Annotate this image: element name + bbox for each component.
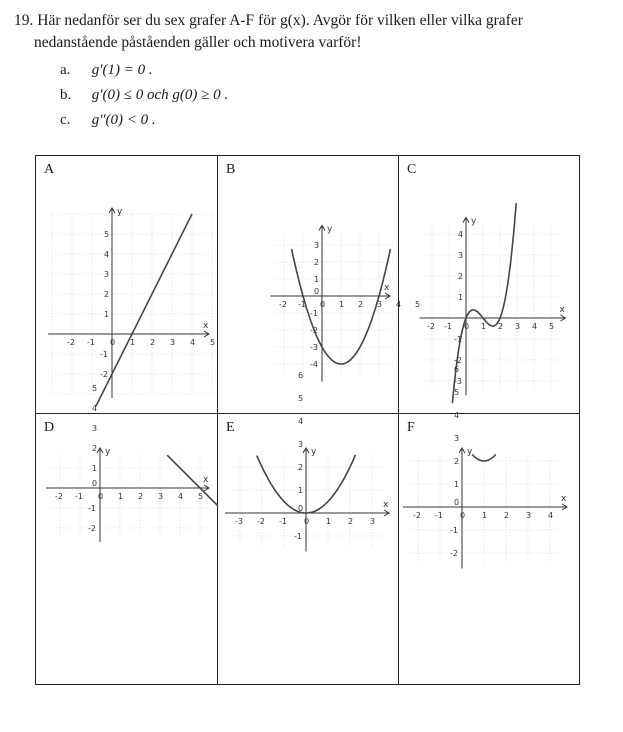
y-tick-label: 4 (458, 230, 464, 239)
y-tick-label: 1 (298, 486, 304, 495)
x-tick-label: -2 (55, 492, 63, 501)
x-tick-label: -1 (87, 338, 95, 347)
function-curve (96, 214, 192, 406)
x-tick-label: 4 (178, 492, 184, 501)
y-tick-label: 2 (458, 272, 464, 281)
graph-B-svg (218, 156, 421, 413)
x-tick-label: 5 (198, 492, 204, 501)
x-tick-label: -1 (75, 492, 83, 501)
y-tick-label: 4 (104, 250, 110, 259)
x-tick-label: 3 (170, 338, 176, 347)
y-tick-label: 5 (92, 384, 98, 393)
x-tick-label: 3 (158, 492, 164, 501)
item-c-text: g″(0) < 0 . (91, 112, 156, 128)
y-tick-label: -1 (88, 504, 96, 513)
y-tick-label: 2 (314, 258, 320, 267)
x-tick-label: -2 (279, 300, 287, 309)
y-tick-label: 4 (298, 417, 304, 426)
x-tick-label: 2 (138, 492, 144, 501)
x-axis-label: x (203, 475, 209, 485)
item-c-label: c. (60, 112, 71, 128)
item-a (60, 62, 153, 79)
graph-E (218, 371, 398, 684)
x-tick-label: 2 (504, 511, 510, 520)
grid-lines (424, 224, 560, 392)
y-tick-label: -1 (450, 526, 458, 535)
x-tick-label: 1 (482, 511, 488, 520)
y-tick-label: 5 (298, 394, 304, 403)
x-tick-label: 0 (98, 492, 104, 501)
y-tick-label: -1 (100, 350, 108, 359)
y-tick-label: 3 (298, 440, 304, 449)
y-tick-label: 1 (454, 480, 460, 489)
y-tick-label: 1 (458, 293, 464, 302)
y-tick-label: 2 (298, 463, 304, 472)
graph-B-label: B (226, 162, 236, 177)
x-tick-label: 1 (118, 492, 124, 501)
y-tick-label: 3 (458, 251, 464, 260)
y-tick-label: 4 (92, 404, 98, 413)
x-tick-label: 4 (532, 322, 538, 331)
y-axis-label: y (105, 447, 111, 457)
grid-lines (50, 454, 210, 538)
x-tick-label: 0 (320, 300, 326, 309)
item-b-label: b. (60, 87, 72, 103)
y-tick-label: -1 (294, 532, 302, 541)
x-tick-label: -1 (279, 517, 287, 526)
graph-grid (35, 155, 580, 685)
x-tick-label: 2 (358, 300, 364, 309)
question-text (14, 10, 614, 54)
graph-D-svg (36, 384, 217, 684)
graph-D (36, 384, 217, 684)
x-tick-label: 5 (549, 322, 555, 331)
x-tick-label: -1 (435, 511, 443, 520)
graph-E-label: E (226, 420, 235, 435)
x-axis-label: x (383, 500, 389, 510)
x-tick-label: -2 (257, 517, 265, 526)
graph-D-label: D (44, 420, 55, 435)
y-axis-label: y (117, 207, 123, 217)
x-tick-label: 1 (130, 338, 136, 347)
y-tick-label: 4 (454, 411, 460, 420)
y-tick-label: 6 (298, 371, 304, 380)
x-tick-label: 2 (348, 517, 354, 526)
x-tick-label: 3 (370, 517, 376, 526)
y-tick-label: -3 (310, 343, 318, 352)
y-tick-label: 6 (454, 365, 460, 374)
y-tick-label: -3 (454, 377, 462, 386)
y-axis-label: y (467, 447, 473, 457)
y-tick-label: -2 (100, 370, 108, 379)
graph-C (399, 156, 579, 413)
grid-lines (407, 454, 561, 565)
x-tick-label: 2 (498, 322, 504, 331)
y-axis-label: y (471, 216, 477, 227)
y-tick-label: 1 (92, 464, 98, 473)
y-tick-label: 0 (298, 504, 304, 513)
x-tick-label: 0 (464, 322, 470, 331)
y-tick-label: -2 (310, 326, 318, 335)
y-tick-label: -2 (450, 549, 458, 558)
x-tick-label: -2 (67, 338, 75, 347)
x-tick-label: 0 (460, 511, 466, 520)
x-tick-label: 5 (210, 338, 216, 347)
x-tick-label: 5 (415, 300, 421, 309)
graph-A-svg (36, 156, 217, 413)
x-tick-label: 0 (110, 338, 116, 347)
x-tick-label: -1 (444, 322, 452, 331)
function-curve (167, 455, 218, 506)
y-tick-label: 3 (104, 270, 110, 279)
graph-A-label: A (44, 162, 55, 177)
y-tick-label: -2 (454, 356, 462, 365)
x-axis-label: x (203, 321, 209, 331)
item-a-text: g′(1) = 0 . (91, 62, 153, 78)
x-tick-label: -3 (235, 517, 243, 526)
y-tick-label: 5 (104, 230, 110, 239)
x-axis-label: x (384, 283, 390, 293)
y-tick-label: -1 (310, 309, 318, 318)
x-axis-label: x (559, 305, 565, 315)
graph-C-svg (399, 156, 579, 413)
y-tick-label: 3 (92, 424, 98, 433)
x-tick-label: 4 (548, 511, 554, 520)
grid-lines (52, 214, 216, 394)
question-line-1-text: Här nedanför ser du sex grafer A-F för g(x). Avgör för vilken eller vilka grafer (37, 12, 523, 29)
graph-F-svg (399, 365, 579, 684)
x-tick-label: -1 (298, 300, 306, 309)
y-tick-label: 1 (104, 310, 110, 319)
graph-F-label: F (407, 420, 415, 435)
y-tick-label: 0 (92, 479, 98, 488)
x-tick-label: 3 (515, 322, 521, 331)
y-tick-label: 2 (92, 444, 98, 453)
y-tick-label: 5 (454, 388, 460, 397)
graph-B (218, 156, 421, 413)
question-line-1 (14, 10, 614, 32)
y-tick-label: 0 (454, 498, 460, 507)
y-axis-label: y (311, 447, 317, 457)
y-axis-label: y (327, 224, 333, 235)
y-tick-label: 1 (314, 275, 320, 284)
item-c (60, 112, 156, 129)
item-b (60, 87, 228, 104)
x-axis-label: x (561, 494, 567, 504)
x-tick-label: 3 (377, 300, 383, 309)
graph-F (399, 365, 579, 684)
x-tick-label: -2 (413, 511, 421, 520)
y-tick-label: 3 (454, 434, 460, 443)
y-tick-label: -2 (88, 524, 96, 533)
y-tick-label: -4 (310, 360, 318, 369)
x-tick-label: 1 (481, 322, 487, 331)
x-tick-label: 0 (304, 517, 310, 526)
question-number: 19. (14, 12, 34, 29)
x-tick-label: -2 (427, 322, 435, 331)
item-b-text: g′(0) ≤ 0 och g(0) ≥ 0 . (91, 87, 229, 103)
x-tick-label: 1 (339, 300, 345, 309)
x-tick-label: 4 (396, 300, 402, 309)
y-tick-label: -1 (454, 335, 462, 344)
item-a-label: a. (60, 62, 71, 78)
x-tick-label: 1 (326, 517, 332, 526)
y-tick-label: 2 (104, 290, 110, 299)
y-tick-label: 3 (314, 241, 320, 250)
y-tick-label: 2 (454, 457, 460, 466)
question-line-2: nedanstående påståenden gäller och motivera varför! (34, 34, 362, 51)
graph-C-label: C (407, 162, 417, 177)
x-tick-label: 3 (526, 511, 532, 520)
x-tick-label: 4 (190, 338, 196, 347)
graph-A (36, 156, 217, 413)
x-tick-label: 2 (150, 338, 156, 347)
graph-E-svg (218, 371, 398, 684)
y-tick-label: 0 (314, 287, 320, 296)
